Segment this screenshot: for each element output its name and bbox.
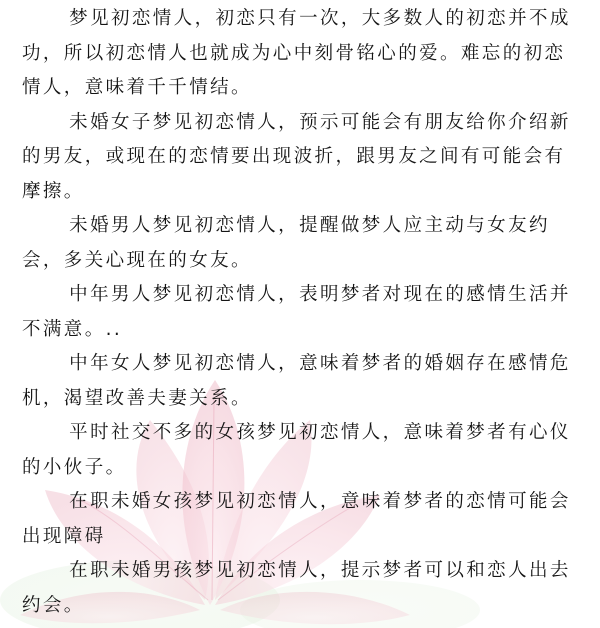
- paragraph-unmarried-woman: 未婚女子梦见初恋情人，预示可能会有朋友给你介绍新的男友，或现在的恋情要出现波折，跟男友之间有可能会有摩擦。: [22, 111, 571, 202]
- paragraph-middle-aged-woman: 中年女人梦见初恋情人，意味着梦者的婚姻存在感情危机，渴望改善夫妻关系。: [22, 353, 571, 409]
- paragraph-working-girl: 在职未婚女孩梦见初恋情人，意味着梦者的恋情可能会出现障碍: [22, 491, 571, 547]
- paragraph-unmarried-man: 未婚男人梦见初恋情人，提醒做梦人应主动与女友约会，多关心现在的女友。: [22, 215, 550, 271]
- paragraph-working-boy: 在职未婚男孩梦见初恋情人，提示梦者可以和恋人出去约会。: [22, 560, 571, 616]
- paragraph-intro: 梦见初恋情人，初恋只有一次，大多数人的初恋并不成功，所以初恋情人也就成为心中刻骨铭心的爱。难忘的初恋情人，意味着千千情结。: [22, 8, 571, 98]
- paragraph-shy-girl: 平时社交不多的女孩梦见初恋情人，意味着梦者有心仪的小伙子。: [22, 422, 571, 478]
- article-body: [22, 2, 582, 623]
- paragraph-middle-aged-man: 中年男人梦见初恋情人，表明梦者对现在的感情生活并不满意。..: [22, 284, 571, 340]
